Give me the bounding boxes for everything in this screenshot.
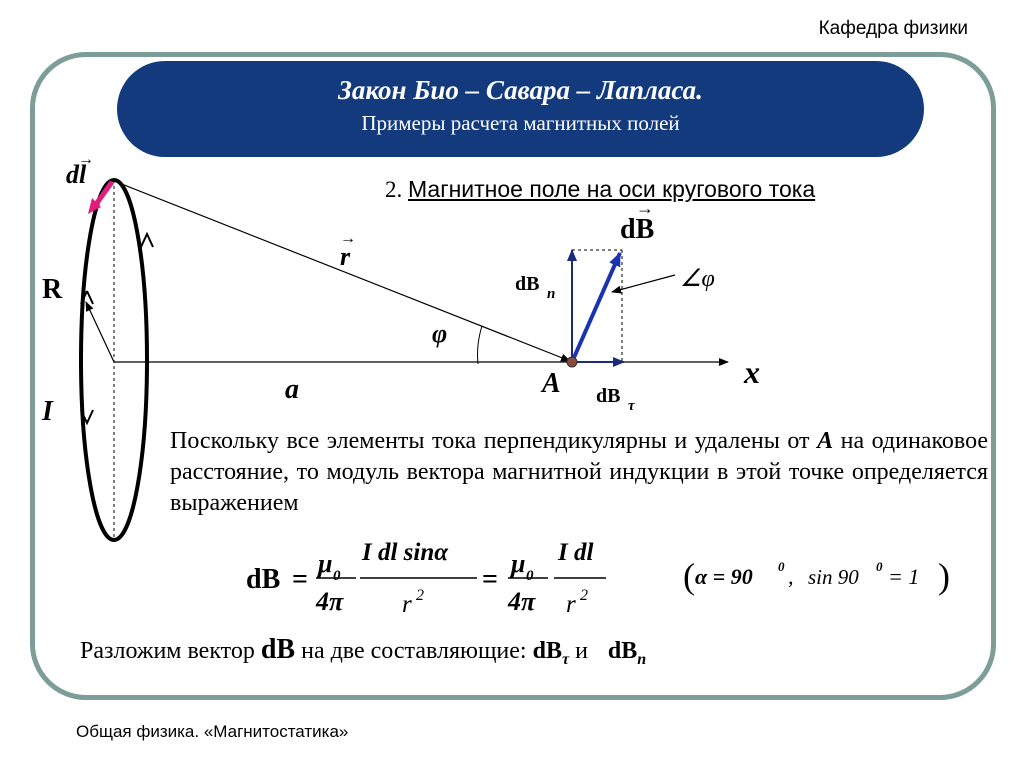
point-a: [567, 357, 577, 367]
label-phi: φ: [432, 319, 448, 348]
formula-eq1: =: [292, 564, 308, 595]
formula-num1: I dl sinα: [362, 539, 449, 566]
decomposition-line: [80, 634, 646, 669]
department-label: Кафедра физики: [818, 18, 968, 39]
label-R: R: [42, 274, 63, 305]
paragraph-part1: Поскольку все элементы тока перпендикулярны и удалены от: [170, 428, 810, 454]
cond-paren-open: (: [683, 556, 695, 596]
label-r-arrow: →: [340, 230, 356, 247]
cond-paren-close: ): [938, 556, 950, 596]
label-A: A: [542, 368, 561, 399]
cond-deg2: 0: [876, 559, 883, 574]
decomp-middle: на две составляющие:: [301, 638, 527, 664]
explanation-paragraph: [170, 426, 988, 519]
formula-den1-pow: 2: [416, 587, 424, 604]
formula-den1: r: [402, 591, 412, 618]
label-I: I: [42, 396, 53, 427]
decomp-vector: dB: [260, 634, 296, 665]
decomp-and: и: [575, 638, 588, 664]
formula-mu1-sub: 0: [333, 568, 341, 584]
label-dBt-sub: τ: [628, 398, 635, 414]
formula-lhs: dB: [246, 564, 281, 595]
slide-subtitle: Примеры расчета магнитных полей: [361, 111, 680, 135]
formula-mu1: μ: [318, 549, 333, 578]
label-dBt: dB: [596, 385, 621, 407]
label-x: x: [744, 354, 760, 390]
decomp-prefix: Разложим вектор: [80, 638, 255, 664]
formula-4pi1: 4π: [316, 587, 344, 616]
paragraph-part2: на одинаковое расстояние, то модуль вектора магнитной индукции в этой точке определяется выражением: [170, 428, 989, 516]
formula-num2: I dl: [558, 539, 594, 566]
angle-pointer: [612, 275, 675, 292]
footer-course: Общая физика. «Магнитостатика»: [76, 722, 349, 741]
cond-sin: sin 90: [808, 565, 859, 589]
r-vector: [114, 181, 570, 361]
decomp-comp2-sub: n: [637, 650, 647, 668]
formula-mu2: μ: [511, 549, 526, 578]
label-dB-arrow: →: [636, 198, 654, 218]
formula: [246, 539, 606, 618]
section-title: Магнитное поле на оси кругового тока: [408, 176, 816, 202]
current-arrow-right: [141, 234, 153, 247]
label-dl-arrow: →: [78, 151, 94, 168]
formula-den2-pow: 2: [580, 587, 588, 604]
label-dBn: dB: [515, 273, 540, 295]
label-dB: dB: [620, 214, 655, 245]
label-dBn-sub: n: [547, 286, 556, 302]
cond-comma: ,: [788, 564, 794, 589]
formula-4pi2: 4π: [508, 587, 536, 616]
decomp-comp2: dB: [607, 638, 638, 664]
decomp-comp1-sub: τ: [561, 650, 570, 668]
cond-alpha: α = 90: [695, 564, 753, 589]
db-vector: [572, 253, 620, 362]
paragraph-point-a: A: [817, 428, 834, 454]
formula-den2: r: [566, 591, 576, 618]
cond-deg1: 0: [778, 559, 785, 574]
label-a: a: [285, 374, 299, 405]
slide-title: Закон Био – Савара – Лапласа.: [338, 75, 703, 105]
cond-eq: = 1: [888, 564, 920, 589]
label-r: r: [340, 242, 351, 271]
phi-arc: [478, 326, 482, 364]
section-number: 2.: [385, 177, 403, 202]
decomp-comp1: dB: [532, 638, 562, 664]
formula-eq2: =: [482, 564, 498, 595]
label-angle-phi: ∠φ: [680, 266, 715, 292]
condition: [683, 556, 950, 596]
radius-line: [86, 302, 114, 362]
formula-mu2-sub: 0: [526, 568, 534, 584]
label-dl: dl: [66, 160, 87, 189]
